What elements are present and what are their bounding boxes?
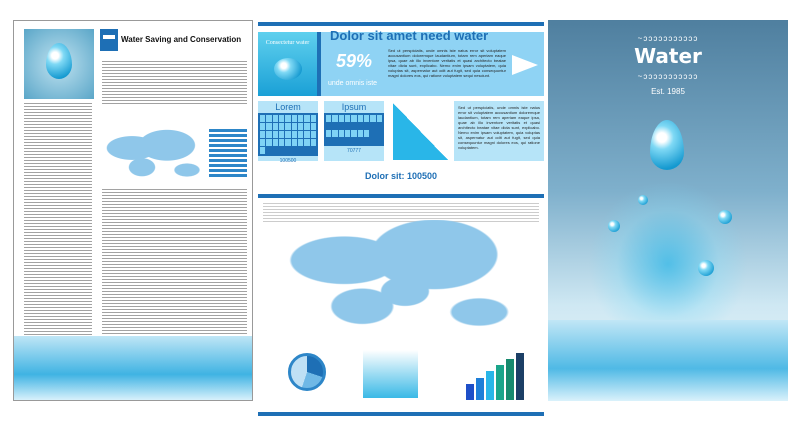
water-drop-icon [46, 43, 72, 79]
stat-grid [324, 113, 384, 146]
cover-title: Water [634, 44, 702, 68]
total-stat: Dolor sit: 100500 [364, 171, 438, 181]
water-drop-icon [274, 58, 302, 80]
headline: Dolor sit amet need water [330, 28, 489, 43]
wave-ornament-bottom: ~ɔɔɔɔɔɔɔɔɔɔɔ [637, 72, 699, 81]
chart-bar [476, 378, 484, 400]
water-droplet [638, 195, 648, 205]
percent-stat: 59% [336, 51, 373, 71]
water-droplet [608, 220, 620, 232]
arrow-right-icon [512, 55, 538, 75]
est-year: Est. 1985 [651, 87, 685, 96]
world-map [102, 126, 202, 181]
brochure-page-3-cover [548, 20, 788, 401]
wave-ornament-top: ~ɔɔɔɔɔɔɔɔɔɔɔ [637, 34, 699, 43]
image-label: Consectetur water [265, 40, 310, 46]
bubble-chart [363, 350, 418, 398]
chart-bar [516, 353, 524, 400]
brochure-page-1 [13, 20, 253, 401]
consectetur-image [258, 32, 321, 96]
body-text [102, 61, 247, 106]
gauge-chart [288, 353, 326, 391]
body-text [102, 189, 247, 334]
chart-bar [486, 371, 494, 400]
stat-card-ipsum [324, 101, 384, 161]
hero-drop-image [24, 29, 94, 99]
top-rule [258, 22, 544, 26]
brochure-page-2 [258, 20, 544, 401]
column-text [24, 103, 92, 343]
stat-value: 100500 [279, 158, 297, 164]
page-title: Water Saving and Conservation [121, 35, 242, 44]
water-wave [14, 336, 252, 400]
water-droplet [698, 260, 714, 276]
stat-grid [258, 113, 318, 156]
stat-label: Lorem [275, 102, 301, 112]
water-splash [588, 180, 748, 320]
drop-pyramid-chart [393, 103, 448, 160]
divider [258, 194, 544, 198]
faucet-icon [100, 29, 118, 51]
chart-bar [496, 365, 504, 400]
bar-list [209, 129, 247, 179]
stat-value: 70777 [347, 148, 361, 154]
percent-caption: unde omnis iste [328, 80, 378, 87]
chart-bar [466, 384, 474, 400]
water-droplet [718, 210, 732, 224]
water-wave [548, 320, 788, 401]
intro-text: Sed ut perspiciatis, unde omnis iste natus error sit voluptatem accusantium doloremque laudantium, totam rem aperiam eaque ipsa, quae ab illo inventore veritatis et quasi architecto beatae vitae dicta sunt, explicabo. Nemo enim ipsam voluptatem, quia voluptas sit, aspernatur aut odit aut fugit, sed quia consequuntur magni dolores eos, qui ratione voluptatem sequi nesciunt. [388, 48, 506, 78]
bottom-rule [258, 412, 544, 416]
stat-card-lorem [258, 101, 318, 164]
side-text: Sed ut perspiciatis, unde omnis iste natus error sit voluptatem accusantium doloremque laudantium, totam rem aperiam eaque ipsa, quae ab illo inventore veritatis et quasi architecto beatae vitae dicta sunt, explicabo. Nemo enim ipsam voluptatem, quia voluptas sit, aspernatur aut odit aut fugit, sed quia consequuntur magni dolores eos, qui ratione voluptatem. [458, 105, 540, 150]
water-drop-icon [650, 120, 684, 170]
world-map [288, 220, 513, 335]
side-text-panel [454, 101, 544, 161]
stat-label: Ipsum [341, 102, 367, 112]
growth-bar-chart [458, 350, 533, 400]
chart-bar [506, 359, 514, 400]
